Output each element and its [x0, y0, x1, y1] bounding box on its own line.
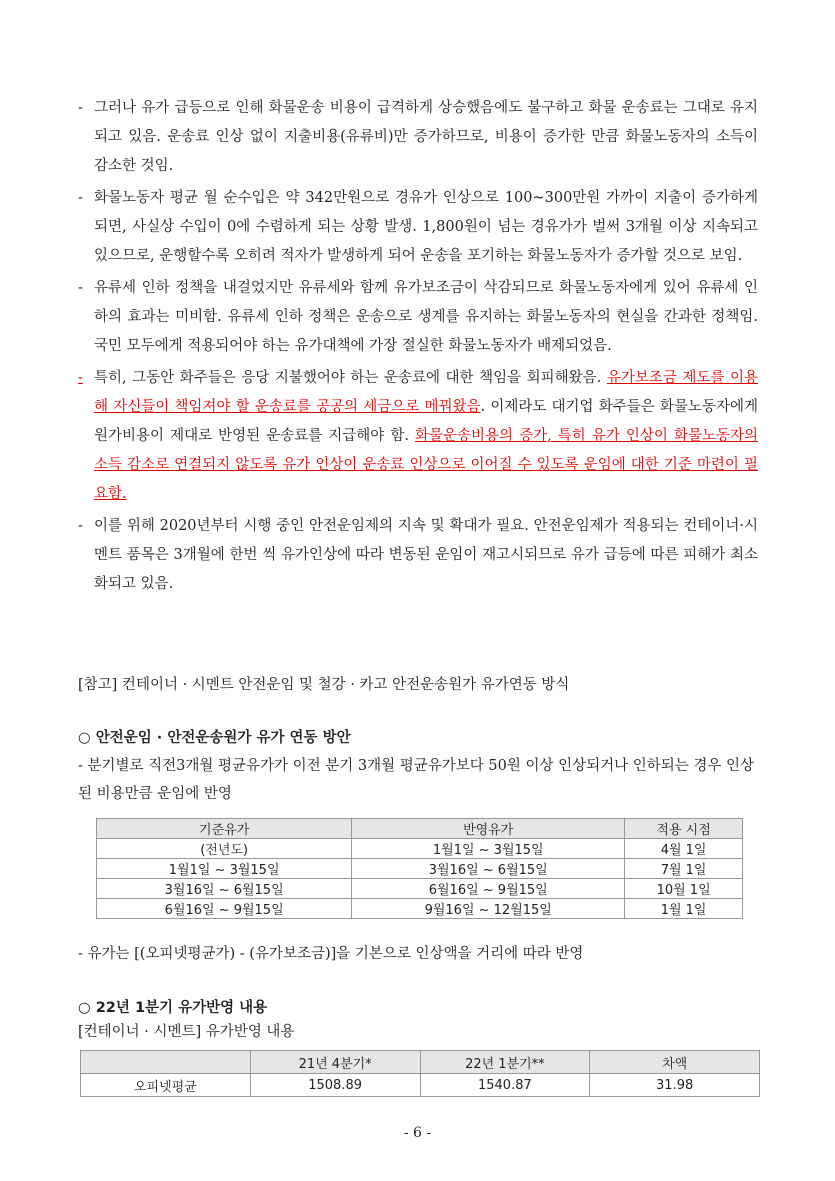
- section-description: - 분기별로 직전3개월 평균유가가 이전 분기 3개월 평균유가보다 50원 이상 인상되거나 인하되는 경우 인상된 비용만큼 운임에 반영: [78, 758, 755, 802]
- bullet-dash: -: [78, 518, 83, 534]
- table-cell: 10월 1일: [625, 879, 743, 899]
- table-header-row: [81, 1051, 760, 1074]
- section-heading: [78, 726, 351, 747]
- table-row: [97, 859, 743, 879]
- bullet-item: [78, 94, 758, 181]
- bullet-dash: -: [78, 280, 83, 296]
- bullet-text-part: . 이제라도 대기업 화주들은 화물노동자에게 원가비용이 제대로 반영된 운송료를 지급해야 함.: [94, 399, 759, 444]
- table-header: [81, 1051, 251, 1074]
- table-cell: 1월1일 ~ 3월15일: [97, 859, 352, 879]
- highlighted-text: 유가보조금 제도를 이용해 자신들이 책임져야 할 운송료를 공공의 세금으로 메꿔왔음: [94, 370, 758, 415]
- bullet-item: [78, 512, 758, 599]
- table-cell: 6월16일 ~ 9월15일: [352, 879, 625, 899]
- bullet-item-highlighted: [78, 364, 758, 509]
- table-cell: 7월 1일: [625, 859, 743, 879]
- table-header: 기준유가: [97, 819, 352, 839]
- table-cell: 1월 1일: [625, 899, 743, 919]
- table-cell: 31.98: [590, 1074, 760, 1097]
- bullet-dash: -: [78, 370, 83, 386]
- circle-marker: ○: [78, 1000, 91, 1016]
- page-number: - 6 -: [403, 1125, 432, 1141]
- table-header-row: [97, 819, 743, 839]
- table-cell: 1540.87: [420, 1074, 590, 1097]
- bullet-text: 유류세 인하 정책을 내걸었지만 유류세와 함께 유가보조금이 삭감되므로 화물노동자에게 있어 유류세 인하의 효과는 미비함. 유류세 인하 정책은 운송으로 생계를 유지하는 화물노동자의 현실을 간과한 정책임. 국민 모두에게 적용되어야 하는 유가대책에 가장 절실한 화물노동자가 배제되었음.: [94, 280, 758, 354]
- formula-note: - 유가는 [(오피넷평균가) - (유가보조금)]을 기본으로 인상액을 거리에 따라 반영: [78, 946, 584, 962]
- subsection-title: [컨테이너 · 시멘트] 유가반영 내용: [78, 1024, 295, 1040]
- table-cell: 4월 1일: [625, 839, 743, 859]
- bullet-item: [78, 274, 758, 361]
- table-cell: 3월16일 ~ 6월15일: [97, 879, 352, 899]
- table-cell: 오피넷평균: [81, 1074, 251, 1097]
- table-cell: 3월16일 ~ 6월15일: [352, 859, 625, 879]
- highlighted-text: 화물운송비용의 증가, 특히 유가 인상이 화물노동자의 소득 감소로 연결되지 않도록 유가 인상이 운송료 인상으로 이어질 수 있도록 운임에 대한 기준 마련이 필요함.: [94, 428, 758, 502]
- section-title: 안전운임 · 안전운송원가 유가 연동 방안: [95, 730, 351, 746]
- table-header: 22년 1분기**: [420, 1051, 590, 1074]
- table-cell: (전년도): [97, 839, 352, 859]
- table-row: [97, 839, 743, 859]
- table-header: 차액: [590, 1051, 760, 1074]
- section-title: 22년 1분기 유가반영 내용: [95, 1000, 268, 1016]
- table-header: 적용 시점: [625, 819, 743, 839]
- fuel-link-table: [96, 818, 743, 919]
- circle-marker: ○: [78, 730, 91, 746]
- bullet-text: 이를 위해 2020년부터 시행 중인 안전운임제의 지속 및 확대가 필요. 안전운임제가 적용되는 컨테이너·시멘트 품목은 3개월에 한번 씩 유가인상에 따라 변동된 운임이 재고시되므로 유가 급등에 따른 피해가 최소화되고 있음.: [94, 518, 758, 592]
- table-row: [97, 879, 743, 899]
- table-header: 21년 4분기*: [250, 1051, 420, 1074]
- table-row: [97, 899, 743, 919]
- bullet-text: [94, 364, 758, 509]
- table-header: 반영유가: [352, 819, 625, 839]
- bullet-list: [78, 94, 758, 602]
- bullet-text: 화물노동자 평균 월 순수입은 약 342만원으로 경유가 인상으로 100~300만원 가까이 지출이 증가하게 되면, 사실상 수입이 0에 수렴하게 되는 상황 발생. 1,800원이 넘는 경유가가 벌써 3개월 이상 지속되고 있으므로, 운행할수록 오히려 적자가 발생하게 되어 운송을 포기하는 화물노동자가 증가할 것으로 보임.: [94, 190, 758, 264]
- table-row: [81, 1074, 760, 1097]
- bullet-text: 그러나 유가 급등으로 인해 화물운송 비용이 급격하게 상승했음에도 불구하고 화물 운송료는 그대로 유지되고 있음. 운송료 인상 없이 지출비용(유류비)만 증가하므로, 비용이 증가한 만큼 화물노동자의 소득이 감소한 것임.: [94, 100, 758, 174]
- table-cell: 9월16일 ~ 12월15일: [352, 899, 625, 919]
- bullet-item: [78, 184, 758, 271]
- table-cell: 1508.89: [250, 1074, 420, 1097]
- reference-title: [참고] 컨테이너 · 시멘트 안전운임 및 철강 · 카고 안전운송원가 유가연동 방식: [78, 677, 570, 693]
- bullet-dash: -: [78, 100, 83, 116]
- table-cell: 6월16일 ~ 9월15일: [97, 899, 352, 919]
- section-heading: [78, 996, 267, 1017]
- fuel-reflection-table: [80, 1050, 760, 1097]
- bullet-text-part: 특히, 그동안 화주들은 응당 지불했어야 하는 운송료에 대한 책임을 회피해왔음.: [94, 370, 607, 386]
- bullet-dash: -: [78, 190, 83, 206]
- table-cell: 1월1일 ~ 3월15일: [352, 839, 625, 859]
